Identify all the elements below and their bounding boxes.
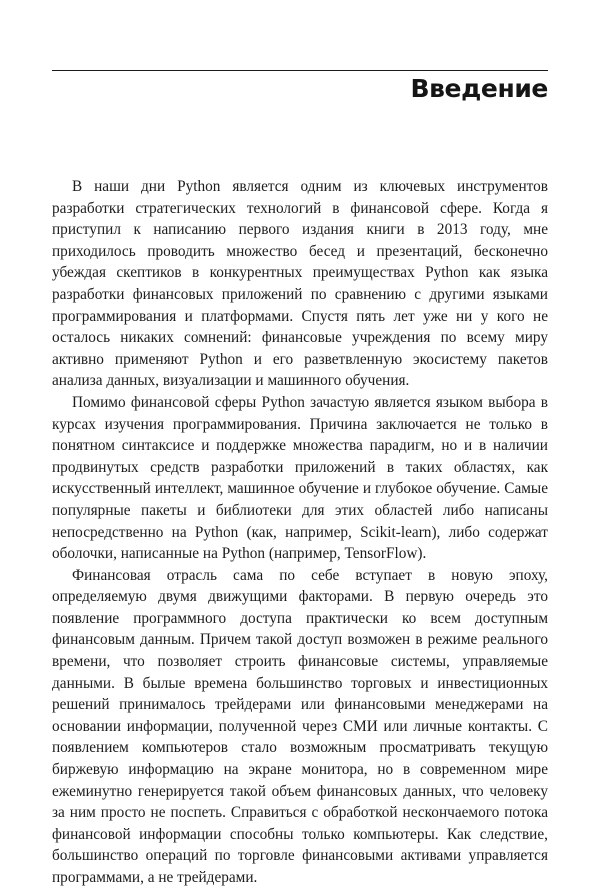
header-rule	[52, 70, 548, 71]
paragraph: Финансовая отрасль сама по себе вступает в новую эпоху, определяемую двумя движущими факторами. В первую очередь это появление программного доступа практически ко всем доступным финансовым данным. Причем такой доступ возможен в режиме реального времени, что позволяет строить финансовые системы, управляемые данными. В былые времена большинство торговых и инвестиционных решений принималось трейдерами или финансовыми менеджерами на основании информации, полученной через СМИ или личные контакты. С появлением компьютеров стало возможным просматривать текущую биржевую информацию на экране монитора, но в современном мире ежеминутно генерируется такой объем финансовых данных, что человеку за ним просто не поспеть. Справиться с обработкой нескончаемого потока финансовой информации способны только компьютеры. Как следствие, большинство операций по торговле финансовыми активами управляется программами, а не трейдерами.	[52, 566, 548, 886]
chapter-title: Введение	[410, 74, 548, 103]
chapter-body	[52, 176, 548, 889]
paragraph: Помимо финансовой сферы Python зачастую является языком выбора в курсах изучения программирования. Причина заключается не только в понятном синтаксисе и поддержке множества парадигм, но и в наличии продвинутых средств разработки приложений в таких областях, как искусственный интеллект, машинное обучение и глубокое обучение. Самые популярные пакеты и библиотеки для этих областей либо написаны непосредственно на Python (как, например, Scikit-learn), либо содержат оболочки, написанные на Python (например, TensorFlow).	[52, 393, 548, 563]
paragraph: В наши дни Python является одним из ключевых инструментов разработки стратегических технологий в финансовой сфере. Когда я приступил к написанию первого издания книги в 2013 году, мне приходилось проводить множество бесед и презентаций, бесконечно убеждая скептиков в конкурентных преимуществах Python как языка разработки финансовых приложений по сравнению с другими языками программирования и платформами. Спустя пять лет уже ни у кого не осталось никаких сомнений: финансовые учреждения по всему миру активно применяют Python и его разветвленную экосистему пакетов анализа данных, визуализации и машинного обучения.	[52, 178, 548, 390]
